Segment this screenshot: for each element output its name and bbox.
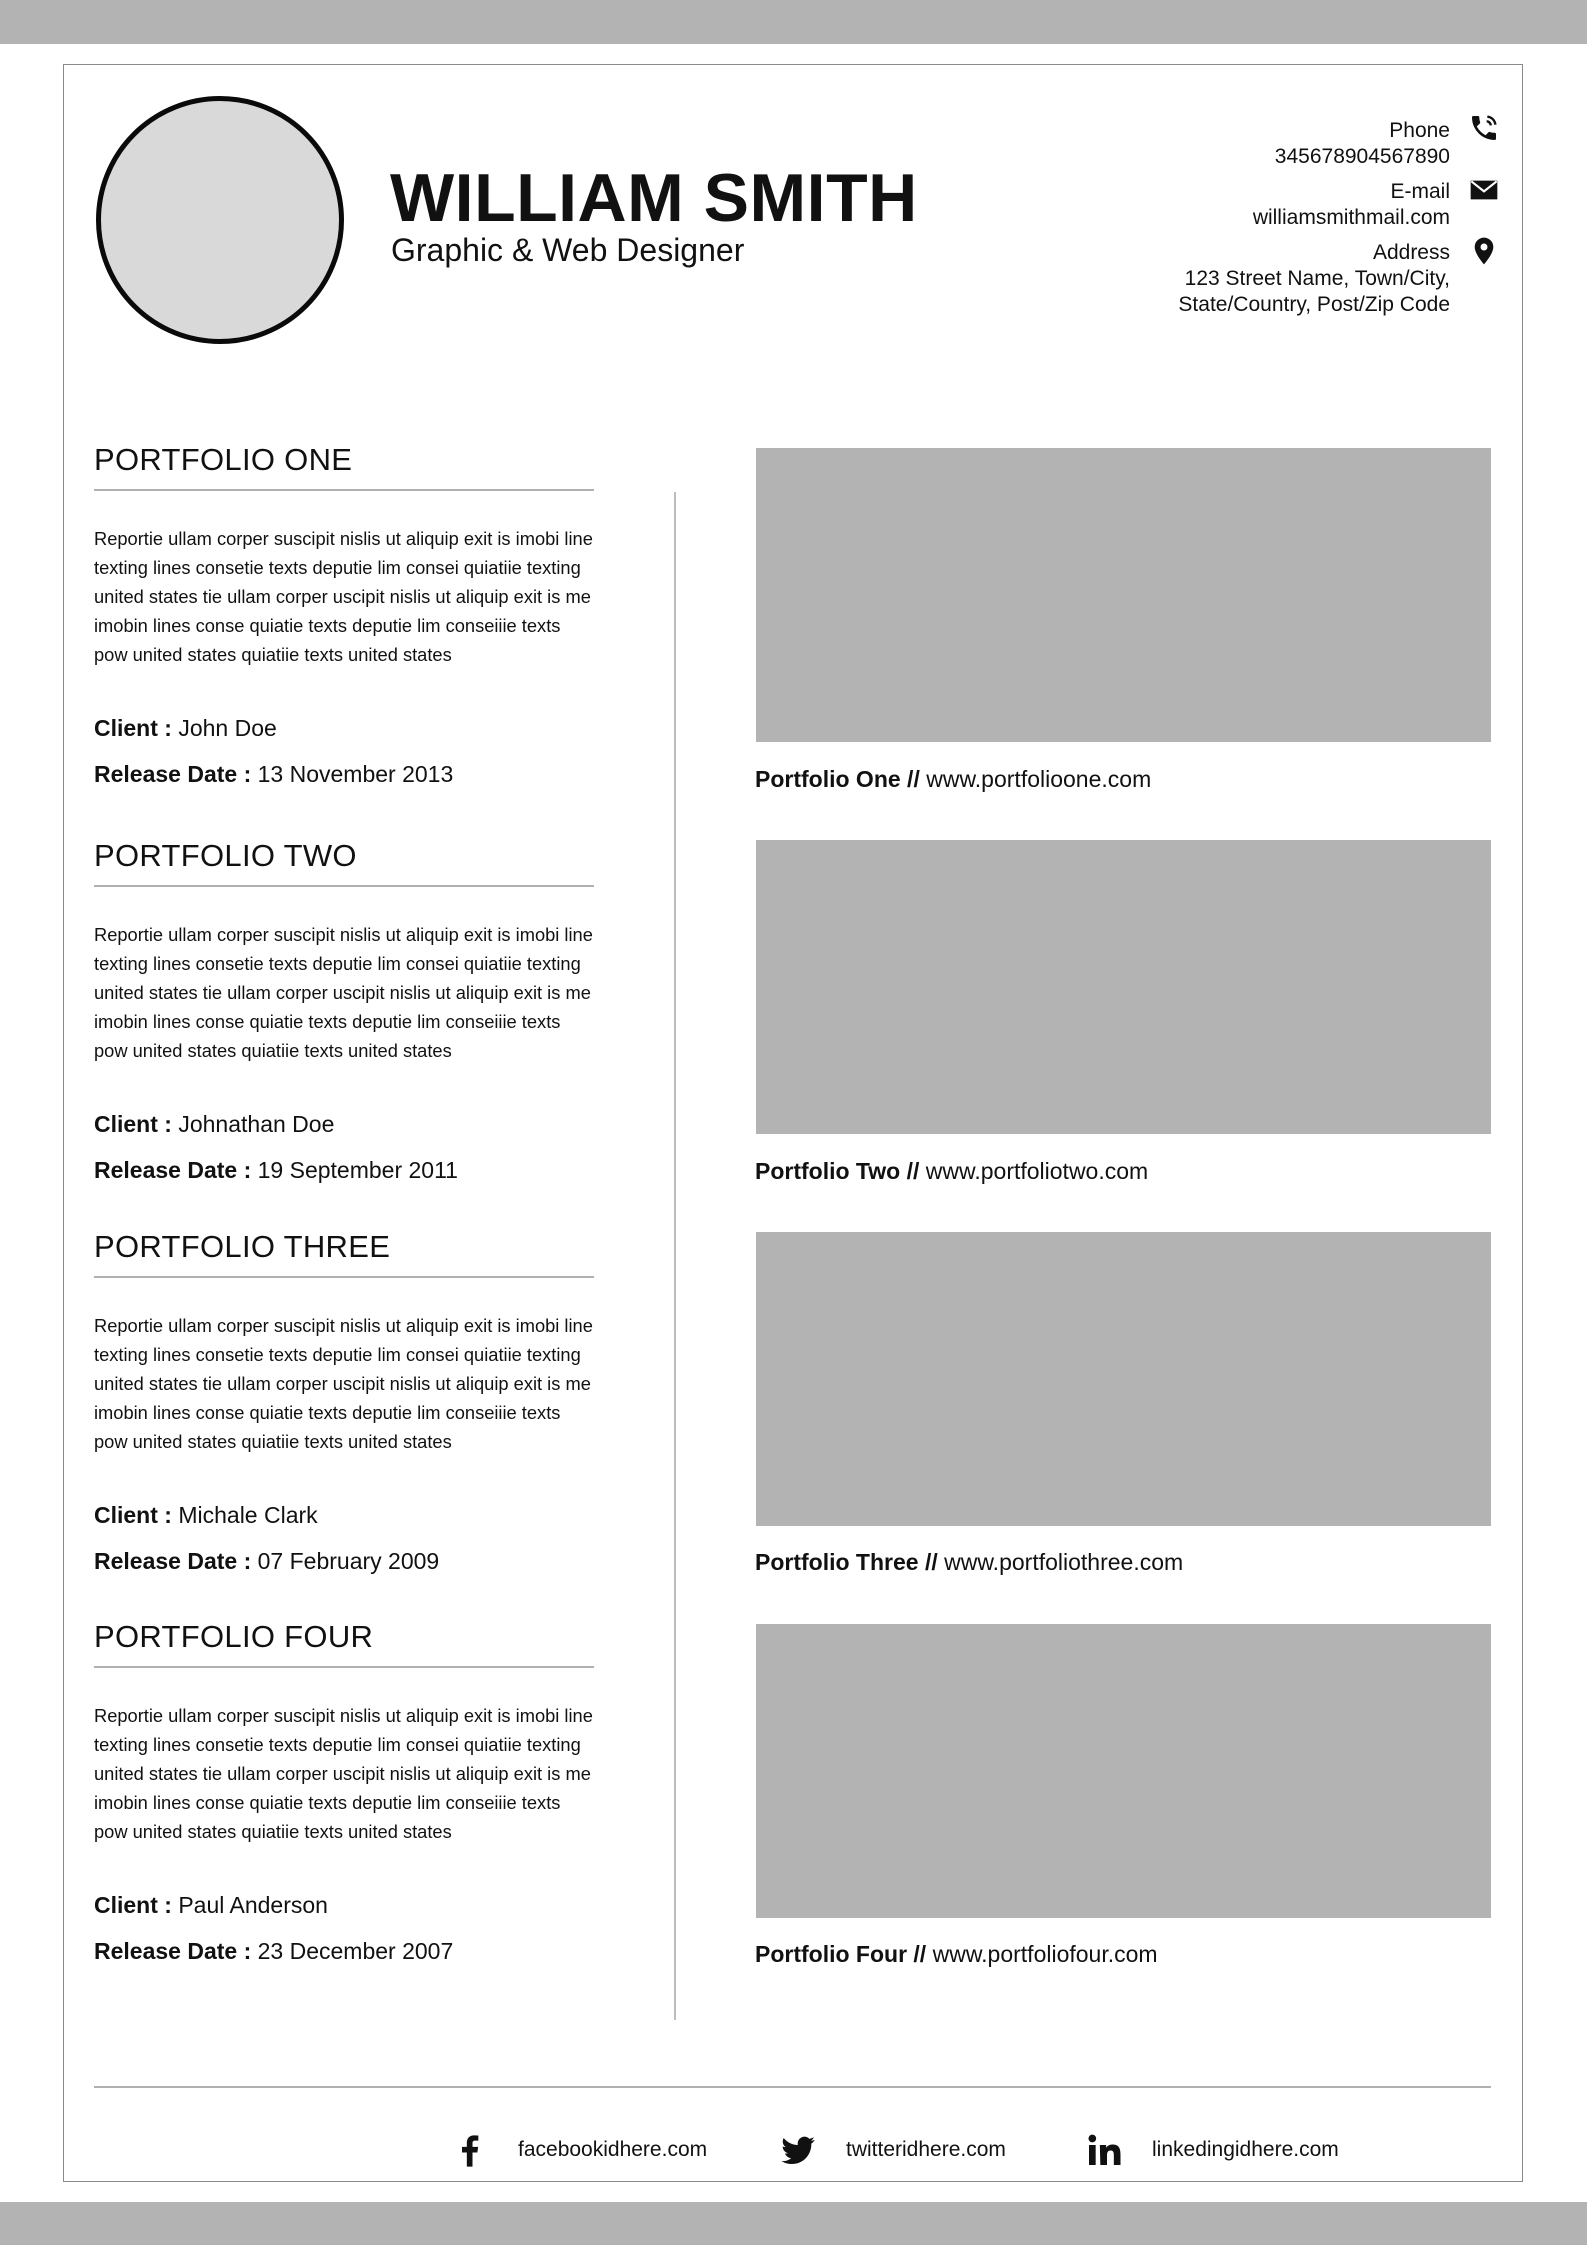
caption-url[interactable]: www.portfoliothree.com <box>944 1549 1184 1575</box>
portfolio-image-placeholder-four <box>756 1624 1491 1918</box>
portfolio-release-date <box>94 1550 439 1573</box>
contact-email <box>1253 179 1450 231</box>
social-facebook[interactable] <box>450 2130 707 2170</box>
caption-name: Portfolio One // <box>755 766 920 792</box>
twitter-link[interactable]: twitteridhere.com <box>846 2138 1006 2161</box>
portfolio-client <box>94 1113 334 1136</box>
portfolio-caption-four <box>755 1943 1158 1966</box>
address-line-1: 123 Street Name, Town/City, <box>1184 267 1450 290</box>
client-name: Paul Anderson <box>178 1892 328 1918</box>
portfolio-section-two <box>94 840 594 1200</box>
client-label: Client : <box>94 1111 172 1137</box>
release-date: 19 September 2011 <box>257 1157 458 1183</box>
portfolio-release-date <box>94 763 453 786</box>
portfolio-section-one <box>94 444 594 804</box>
portfolio-title: PORTFOLIO FOUR <box>94 1619 374 1654</box>
social-linkedin[interactable] <box>1084 2130 1339 2170</box>
portfolio-client <box>94 1894 328 1917</box>
caption-url[interactable]: www.portfoliotwo.com <box>925 1158 1149 1184</box>
client-name: John Doe <box>178 715 277 741</box>
profile-photo-placeholder <box>96 96 344 344</box>
caption-name: Portfolio Two // <box>755 1158 920 1184</box>
portfolio-image-placeholder-two <box>756 840 1491 1134</box>
title-underline <box>94 1666 594 1668</box>
phone-icon <box>1468 112 1500 144</box>
email-value[interactable]: williamsmithmail.com <box>1252 206 1450 229</box>
portfolio-description: Reportie ullam corper suscipit nislis ut aliquip exit is imobi line texting lines consetie texts deputie lim consei quiatiie texting united states tie ullam corper uscipit nislis ut aliquip exit is me imobin lines conse quiatie texts deputie lim conseiiie texts pow united states quiatiie texts united states <box>94 1315 593 1452</box>
portfolio-section-three <box>94 1231 594 1591</box>
job-title: Graphic & Web Designer <box>391 232 745 268</box>
title-underline <box>94 1276 594 1278</box>
email-label: E-mail <box>1390 180 1450 203</box>
portfolio-image-placeholder-three <box>756 1232 1491 1526</box>
release-date: 13 November 2013 <box>257 761 454 787</box>
portfolio-title: PORTFOLIO TWO <box>94 838 357 873</box>
social-twitter[interactable] <box>778 2130 1006 2170</box>
portfolio-caption-two <box>755 1160 1148 1183</box>
portfolio-client <box>94 1504 318 1527</box>
client-label: Client : <box>94 1892 172 1918</box>
map-pin-icon <box>1468 235 1500 267</box>
portfolio-caption-one <box>755 768 1151 791</box>
release-label: Release Date : <box>94 1157 252 1183</box>
portfolio-client <box>94 717 277 740</box>
linkedin-link[interactable]: linkedingidhere.com <box>1152 2138 1339 2161</box>
client-label: Client : <box>94 1502 172 1528</box>
portfolio-release-date <box>94 1159 458 1182</box>
facebook-link[interactable]: facebookidhere.com <box>518 2138 708 2161</box>
full-name: WILLIAM SMITH <box>390 160 918 236</box>
portfolio-description: Reportie ullam corper suscipit nislis ut aliquip exit is imobi line texting lines consetie texts deputie lim consei quiatiie texting united states tie ullam corper uscipit nislis ut aliquip exit is me imobin lines conse quiatie texts deputie lim conseiiie texts pow united states quiatiie texts united states <box>94 924 593 1061</box>
linkedin-icon <box>1084 2130 1124 2170</box>
caption-name: Portfolio Four // <box>755 1941 927 1967</box>
caption-url[interactable]: www.portfolioone.com <box>926 766 1152 792</box>
portfolio-section-four <box>94 1621 594 1981</box>
portfolio-image-placeholder-one <box>756 448 1491 742</box>
phone-label: Phone <box>1389 119 1450 142</box>
client-name: Johnathan Doe <box>178 1111 335 1137</box>
client-name: Michale Clark <box>178 1502 318 1528</box>
contact-address <box>1178 240 1450 318</box>
title-underline <box>94 885 594 887</box>
portfolio-title: PORTFOLIO THREE <box>94 1229 391 1264</box>
footer-divider <box>94 2086 1491 2088</box>
facebook-icon <box>450 2130 490 2170</box>
column-divider <box>674 492 676 2020</box>
address-line-2: State/Country, Post/Zip Code <box>1178 293 1450 316</box>
caption-url[interactable]: www.portfoliofour.com <box>932 1941 1158 1967</box>
portfolio-caption-three <box>755 1551 1183 1574</box>
portfolio-description: Reportie ullam corper suscipit nislis ut aliquip exit is imobi line texting lines consetie texts deputie lim consei quiatiie texting united states tie ullam corper uscipit nislis ut aliquip exit is me imobin lines conse quiatie texts deputie lim conseiiie texts pow united states quiatiie texts united states <box>94 1705 593 1842</box>
resume-page <box>0 44 1587 2202</box>
client-label: Client : <box>94 715 172 741</box>
portfolio-description: Reportie ullam corper suscipit nislis ut aliquip exit is imobi line texting lines consetie texts deputie lim consei quiatiie texting united states tie ullam corper uscipit nislis ut aliquip exit is me imobin lines conse quiatie texts deputie lim conseiiie texts pow united states quiatiie texts united states <box>94 528 593 665</box>
address-label: Address <box>1372 241 1450 264</box>
contact-phone <box>1275 118 1450 170</box>
portfolio-release-date <box>94 1940 453 1963</box>
envelope-icon <box>1468 174 1500 206</box>
release-label: Release Date : <box>94 1938 252 1964</box>
release-date: 23 December 2007 <box>257 1938 454 1964</box>
twitter-icon <box>778 2130 818 2170</box>
release-date: 07 February 2009 <box>257 1548 440 1574</box>
phone-value: 345678904567890 <box>1274 145 1450 168</box>
caption-name: Portfolio Three // <box>755 1549 938 1575</box>
portfolio-title: PORTFOLIO ONE <box>94 442 353 477</box>
release-label: Release Date : <box>94 761 252 787</box>
release-label: Release Date : <box>94 1548 252 1574</box>
title-underline <box>94 489 594 491</box>
